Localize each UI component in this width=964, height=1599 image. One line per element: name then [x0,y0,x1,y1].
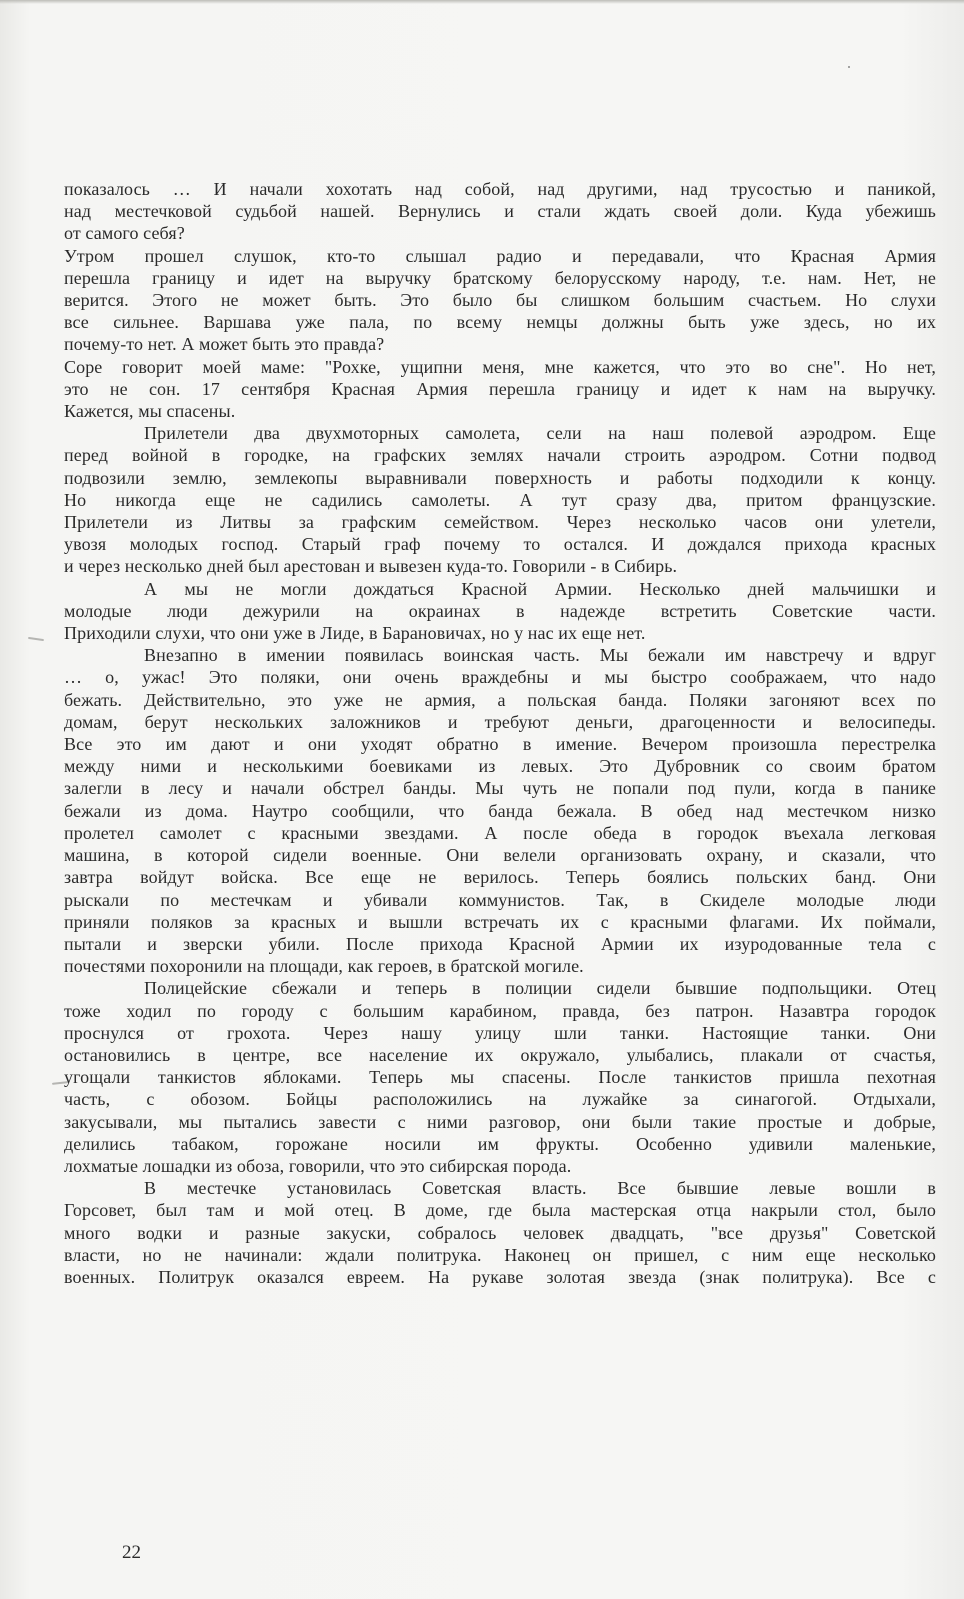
text-line: остановились в центре, все население их окружало, улыбались, плакали от счастья, [64,1044,936,1065]
text-line: бежать. Действительно, это уже не армия, а польская банда. Поляки загоняют всех по [64,689,936,710]
text-line: Прилетели два двухмоторных самолета, сели на наш полевой аэродром. Еще [144,423,936,444]
text-line: это не сон. 17 сентября Красная Армия перешла границу и идет к нам на выручку. [64,378,936,399]
text-line: и через несколько дней был арестован и вывезен куда-то. Говорили - в Сибирь. [64,556,678,577]
text-line: много водки и разные закуски, собралось человек двадцать, "все друзья" Советской [64,1222,936,1243]
text-line: над местечковой судьбой нашей. Вернулись и стали ждать своей доли. Куда убежишь [64,201,936,222]
text-line: Полицейские сбежали и теперь в полиции сидели бывшие подпольщики. Отец [144,978,936,999]
text-line: Утром прошел слушок, кто-то слышал радио и передавали, что Красная Армия [64,245,936,266]
text-line: рыскали по местечкам и убивали коммунистов. Так, в Скиделе молодые люди [64,889,936,910]
paragraph [64,578,936,645]
text-line: угощали танкистов яблоками. Теперь мы спасены. После танкистов пришла пехотная [64,1067,936,1088]
page-number: 22 [122,1542,141,1563]
text-line: приняли поляков за красных и вышли встречать их с красными флагами. Их поймали, [64,911,936,932]
text-line: увозя молодых господ. Старый граф почему то остался. И дождался прихода красных [64,534,936,555]
paragraph [64,178,936,245]
scan-mark [28,637,44,641]
text-line: часть, с обозом. Бойцы расположились на лужайке за синагогой. Отдыхали, [64,1089,936,1110]
paragraph [64,977,936,1177]
text-line: В местечке установилась Советская власть. Все бывшие левые вошли в [144,1178,936,1199]
text-line: Приходили слухи, что они уже в Лиде, в Барановичах, но у нас их еще нет. [64,623,646,644]
paragraph [64,356,936,423]
text-line: от самого себя? [64,223,185,244]
paragraph [64,245,936,356]
text-line: лохматые лошадки из обоза, говорили, что это сибирская порода. [64,1155,572,1176]
text-line: бежали из дома. Наутро сообщили, что банда бежала. В обед над местечком низко [64,800,936,821]
text-line: закусывали, мы пытались завести с ними разговор, они были такие простые и добрые, [64,1111,936,1132]
text-line: Соре говорит моей маме: "Рохке, ущипни меня, мне кажется, что это во сне". Но нет, [64,356,936,377]
text-line: почему-то нет. А может быть это правда? [64,334,385,355]
text-line: Но никогда еще не садились самолеты. А тут сразу два, притом французские. [64,489,936,510]
text-line: военных. Политрук оказался евреем. На рукаве золотая звезда (знак политрука). Все с [64,1266,936,1287]
text-line: почестями похоронили на площади, как героев, в братской могиле. [64,956,584,977]
text-line: пытали и зверски убили. После прихода Красной Армии их изуродованные тела с [64,933,936,954]
text-line: … о, ужас! Это поляки, они очень враждебны и мы быстро соображаем, что надо [64,667,936,688]
text-line: Внезапно в имении появилась воинская часть. Мы бежали им навстречу и вдруг [144,645,936,666]
body-text [64,178,936,1288]
text-line: Прилетели из Литвы за графским семейством. Через несколько часов они улетели, [64,512,936,533]
text-line: Горсовет, был там и мой отец. В доме, где была мастерская отца накрыли стол, было [64,1200,936,1221]
text-line: А мы не могли дождаться Красной Армии. Несколько дней мальчишки и [144,578,936,599]
text-line: показалось … И начали хохотать над собой, над другими, над трусостью и паникой, [64,179,936,199]
text-line: домам, берут нескольких заложников и требуют деньги, драгоценности и велосипеды. [64,711,936,732]
text-line: подвозили землю, землекопы выравнивали поверхность и работы подходили к концу. [64,467,936,488]
text-line: пролетел самолет с красными звездами. А после обеда в городок въехала легковая [64,822,936,843]
text-line: верится. Этого не может быть. Это было бы слишком большим счастьем. Но слухи [64,290,936,311]
text-line: тоже ходил по городу с большим карабином, правда, без патрон. Назавтра городок [64,1000,936,1021]
text-line: между ними и несколькими боевиками из левых. Это Дубровник со своим братом [64,756,936,777]
text-line: перешла границу и идет на выручку братскому белорусскому народу, т.е. нам. Нет, не [64,267,936,288]
page-top-edge [0,0,964,4]
text-line: все сильнее. Варшава уже пала, по всему немцы должны быть уже здесь, но их [64,312,936,333]
text-line: делились табаком, горожане носили им фрукты. Особенно удивили маленькие, [64,1133,936,1154]
text-line: залегли в лесу и начали обстрел банды. Мы чуть не попали под пули, когда в панике [64,778,936,799]
text-line: машина, в которой сидели военные. Они велели организовать охрану, и сказали, что [64,845,936,866]
text-line: Все это им дают и они уходят обратно в имение. Вечером произошла перестрелка [64,734,936,755]
scan-speck [848,66,850,68]
text-line: молодые люди дежурили на окраинах в надежде встретить Советские части. [64,600,936,621]
paragraph [64,422,936,577]
text-line: завтра войдут войска. Все еще не верилось. Теперь боялись польских банд. Они [64,867,936,888]
text-line: Кажется, мы спасены. [64,401,236,422]
text-line: перед войной в городке, на графских землях начали строить аэродром. Сотни подвод [64,445,936,466]
paragraph [64,644,936,977]
paragraph [64,1177,936,1288]
text-line: власти, но не начинали: ждали политрука. Наконец он пришел, с ним еще несколько [64,1244,936,1265]
text-line: проснулся от грохота. Через нашу улицу шли танки. Настоящие танки. Они [64,1022,936,1043]
